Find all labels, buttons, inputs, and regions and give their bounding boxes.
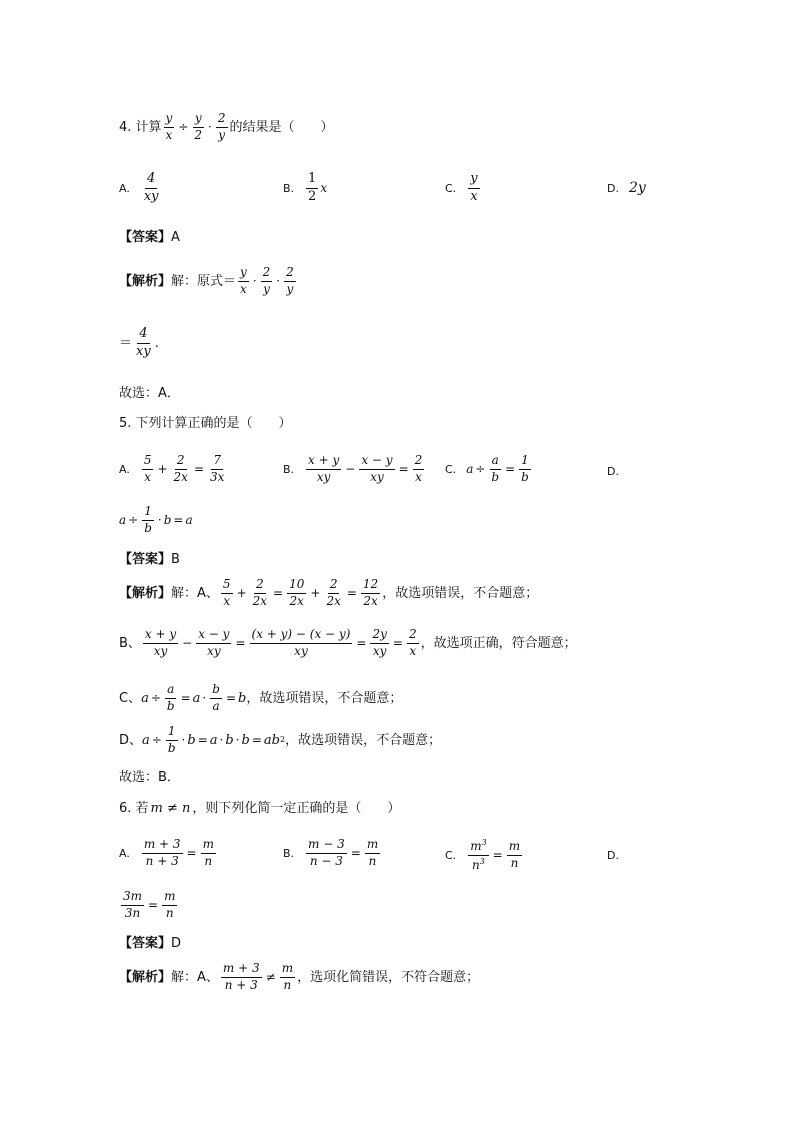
q6-option-c: C. $\frac{m^3}{n^3}$ = $\frac{m}{n}$ (445, 838, 521, 872)
q4-conclusion: 故选：A． (119, 386, 180, 401)
q4-answer: 【答案】 A (119, 230, 180, 245)
fraction: $\frac{y}{x}$ (165, 111, 173, 142)
q5-option-d-expr: a ÷ $\frac{1}{b}$ · b = a (119, 504, 193, 535)
q6-option-d: D. (607, 849, 619, 862)
q5-option-d: D. (607, 465, 619, 478)
q6-option-b: B. $\frac{m - 3}{n - 3}$ = $\frac{m}{n}$ (283, 837, 379, 868)
q4-option-d: D. 2y (607, 180, 646, 196)
fraction: $\frac{y}{2}$ (194, 111, 203, 142)
q5-option-a: A. $\frac{5}{x}$ + $\frac{2}{2x}$ = $\frac{7}{3x}$ (119, 453, 225, 484)
q4-result: ＝ $\frac{4}{xy}$ . (119, 326, 159, 359)
fraction: $\frac{2}{y}$ (217, 111, 226, 142)
q5-analysis-d: D、 a ÷ $\frac{1}{b}$ · b = a · b · b = ab 2 ，故选项错误，不合题意； (119, 724, 442, 755)
q5-option-c: C. a ÷ $\frac{a}{b}$ = $\frac{1}{b}$ (445, 453, 529, 484)
q6-option-a: A. $\frac{m + 3}{n + 3}$ = $\frac{m}{n}$ (119, 837, 214, 868)
q4-option-c: C. $\frac{y}{x}$ (445, 171, 478, 204)
q6-option-d-expr: $\frac{3m}{3n}$ = $\frac{m}{n}$ (123, 889, 176, 920)
q6-stem: 6. 若 m ≠ n ，则下列化简一定正确的是（ ） (119, 801, 401, 816)
q6-answer: 【答案】 D (119, 936, 182, 951)
q5-option-b: B. $\frac{x + y}{xy}$ − $\frac{x - y}{xy}$ = $\frac{2}{x}$ (283, 453, 423, 484)
q5-conclusion: 故选：B． (119, 770, 180, 785)
q4-option-b: B. $\frac{1}{2}$ x (283, 171, 328, 204)
q5-answer: 【答案】 B (119, 552, 180, 567)
q5-analysis-b: B、 $\frac{x + y}{xy}$ − $\frac{x - y}{xy}$ = $\frac{(x + y) - (x - y)}{xy}$ = $\frac{2y}{xy}$ = $\frac{2}{x}$ ，故选项正确，符合题意； (119, 627, 577, 658)
q5-stem: 5. 下列计算正确的是（ ） (119, 416, 292, 431)
q4-stem: 4. 计算 $\frac{y}{x}$ ÷ $\frac{y}{2}$ · $\frac{2}{y}$ 的结果是（ ） (119, 111, 334, 142)
q4-analysis: 【解析】 解：原式＝ $\frac{y}{x}$ · $\frac{2}{y}$ · $\frac{2}{y}$ (119, 265, 294, 296)
q5-analysis-c: C、 a ÷ $\frac{a}{b}$ = a · $\frac{b}{a}$ = b ，故选项错误，不合题意； (119, 682, 403, 713)
q5-analysis-a: 【解析】 解：A、 $\frac{5}{x}$ + $\frac{2}{2x}$ = $\frac{10}{2x}$ + $\frac{2}{2x}$ = $\frac{12}{2x}$ ，故选项错误，不合题意； (119, 577, 539, 608)
q6-analysis-a: 【解析】 解：A、 $\frac{m + 3}{n + 3}$ ≠ $\frac{m}{n}$ ，选项化简错误，不符合题意； (119, 961, 480, 992)
q4-option-a: A. $\frac{4}{xy}$ (119, 171, 159, 204)
